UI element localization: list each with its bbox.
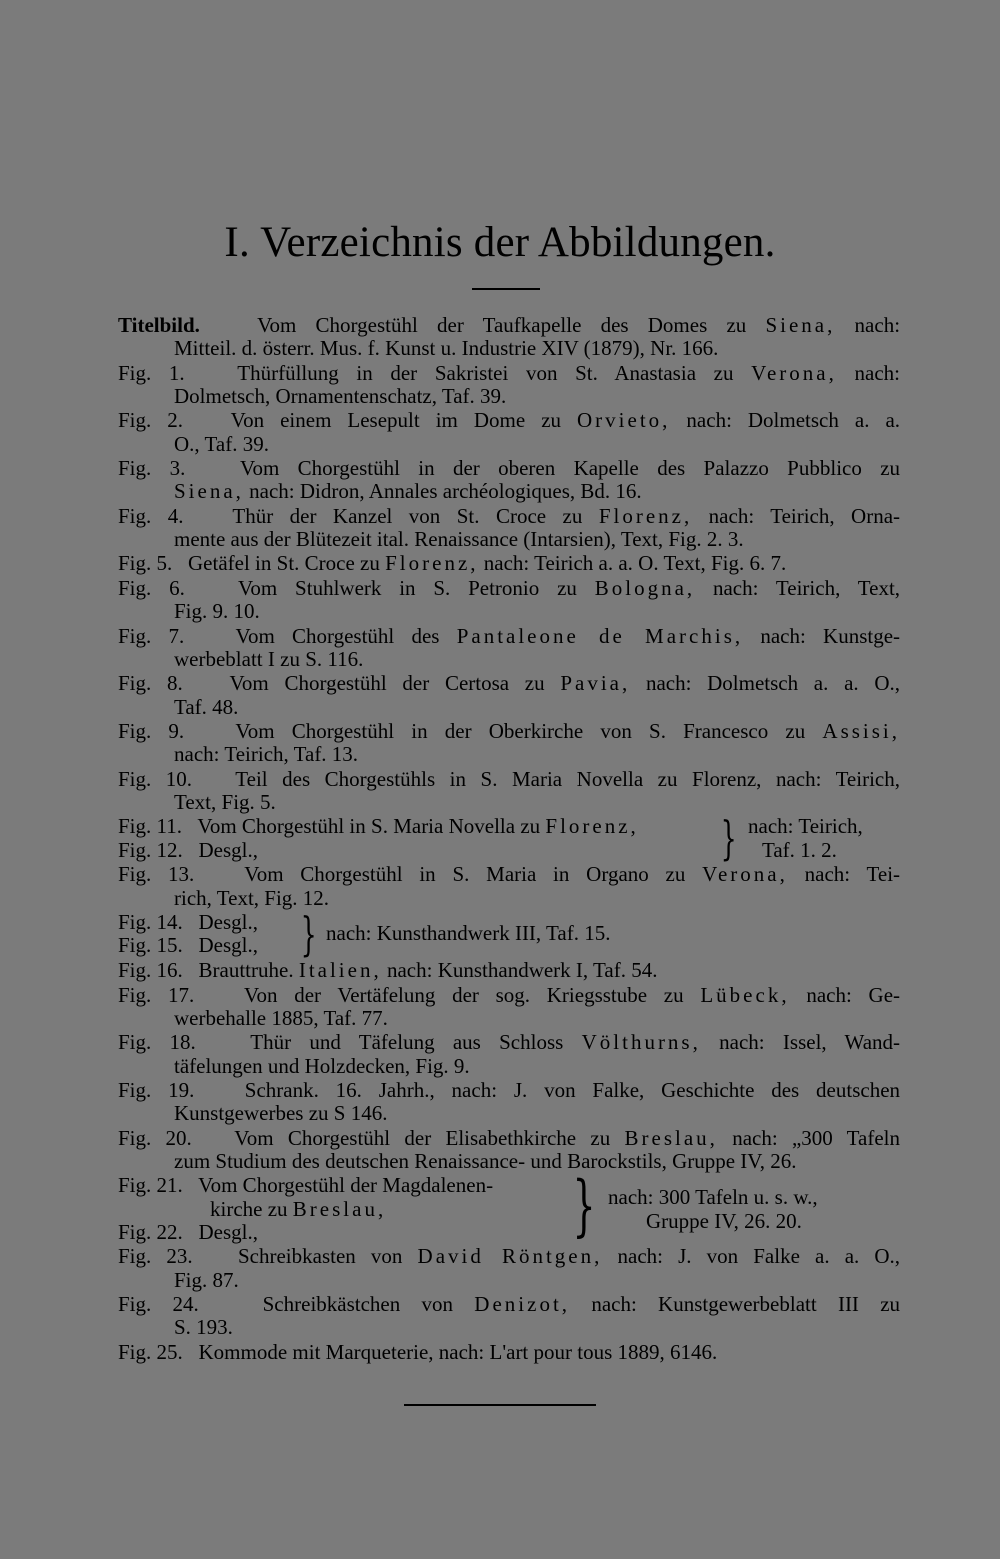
title-divider [472, 288, 540, 290]
figure-list [118, 314, 900, 1365]
list-item-fig-14-15-group: Fig. 14. Desgl., Fig. 15. Desgl., } nach: Kunsthandwerk III, Taf. 15. [118, 907, 611, 962]
list-item-fig-1: Fig. 1. Thürfüllung in der Sakristei von St. Anastasia zu Verona, nach: Dolmetsch, Ornamentenschatz, Taf. 39. [118, 360, 901, 408]
list-item-fig-25: Fig. 25. Kommode mit Marqueterie, nach: L'art pour tous 1889, 6146. [118, 1339, 718, 1364]
list-item-fig-7: Fig. 7. Vom Chorgestühl des Pantaleone de Marchis, nach: Kunstge- werbeblatt I zu S. 116. [118, 623, 901, 671]
list-item-fig-21-22-group: Fig. 21. Vom Chorgestühl der Magdalenen- kirche zu Breslau, Fig. 22. Desgl., } nach: 300 Tafeln u. s. w., Gruppe IV, 26. 20. [118, 1167, 818, 1245]
list-item-fig-18: Fig. 18. Thür und Täfelung aus Schloss Völthurns, nach: Issel, Wand- täfelungen und Holzdecken, Fig. 9. [118, 1030, 901, 1078]
list-item-fig-23: Fig. 23. Schreibkasten von David Röntgen, nach: J. von Falke a. a. O., Fig. 87. [118, 1244, 901, 1292]
list-item-fig-11-12-group: Fig. 11. Vom Chorgestühl in S. Maria Novella zu Florenz, Fig. 12. Desgl., } nach: Teirich, Taf. 1. 2. [118, 811, 863, 866]
group-brace: } [572, 1167, 596, 1245]
page-title: I. Verzeichnis der Abbildungen. [224, 219, 776, 266]
list-item-fig-9: Fig. 9. Vom Chorgestühl in der Oberkirche von S. Francesco zu Assisi, nach: Teirich, Taf. 13. [118, 718, 901, 767]
list-item-fig-20: Fig. 20. Vom Chorgestühl der Elisabethkirche zu Breslau, nach: „300 Tafeln zum Studium des deutschen Renaissance- und Barockstils, Gruppe IV, 26. [118, 1125, 900, 1173]
list-item-titelbild: Titelbild. Vom Chorgestühl der Taufkapelle des Domes zu Siena, nach: Mitteil. d. österr. Mus. f. Kunst u. Industrie XIV (1879), Nr. 166. [118, 313, 901, 361]
list-item-fig-2: Fig. 2. Von einem Lesepult im Dome zu Orvieto, nach: Dolmetsch a. a. O., Taf. 39. [118, 408, 901, 456]
group-brace: } [720, 811, 737, 866]
list-item-fig-6: Fig. 6. Vom Stuhlwerk in S. Petronio zu Bologna, nach: Teirich, Text, Fig. 9. 10. [118, 575, 901, 624]
footer-divider [404, 1404, 596, 1406]
list-item-fig-13: Fig. 13. Vom Chorgestühl in S. Maria in Organo zu Verona, nach: Tei- rich, Text, Fig. 12. [118, 862, 901, 910]
list-item-fig-4: Fig. 4. Thür der Kanzel von St. Croce zu Florenz, nach: Teirich, Orna- mente aus der Blütezeit ital. Renaissance (Intarsien), Text, Fig. 2. 3. [118, 503, 901, 552]
list-item-fig-8: Fig. 8. Vom Chorgestühl der Certosa zu Pavia, nach: Dolmetsch a. a. O., Taf. 48. [118, 671, 901, 719]
list-item-fig-19: Fig. 19. Schrank. 16. Jahrh., nach: J. von Falke, Geschichte des deutschen Kunstgewerbes zu S 146. [118, 1077, 901, 1126]
list-item-fig-16: Fig. 16. Brauttruhe. Italien, nach: Kunsthandwerk I, Taf. 54. [118, 958, 658, 983]
list-item-fig-17: Fig. 17. Von der Vertäfelung der sog. Kriegsstube zu Lübeck, nach: Ge- werbehalle 1885, Taf. 77. [118, 982, 901, 1030]
group-brace: } [300, 907, 317, 962]
list-item-fig-3: Fig. 3. Vom Chorgestühl in der oberen Kapelle des Palazzo Pubblico zu Siena, nach: Didron, Annales archéologiques, Bd. 16. [118, 456, 901, 504]
list-item-fig-10: Fig. 10. Teil des Chorgestühls in S. Maria Novella zu Florenz, nach: Teirich, Text, Fig. 5. [118, 766, 900, 814]
list-item-fig-5: Fig. 5. Getäfel in St. Croce zu Florenz, nach: Teirich a. a. O. Text, Fig. 6. 7. [118, 551, 787, 576]
list-item-fig-24: Fig. 24. Schreibkästchen von Denizot, nach: Kunstgewerbeblatt III zu S. 193. [118, 1292, 901, 1340]
